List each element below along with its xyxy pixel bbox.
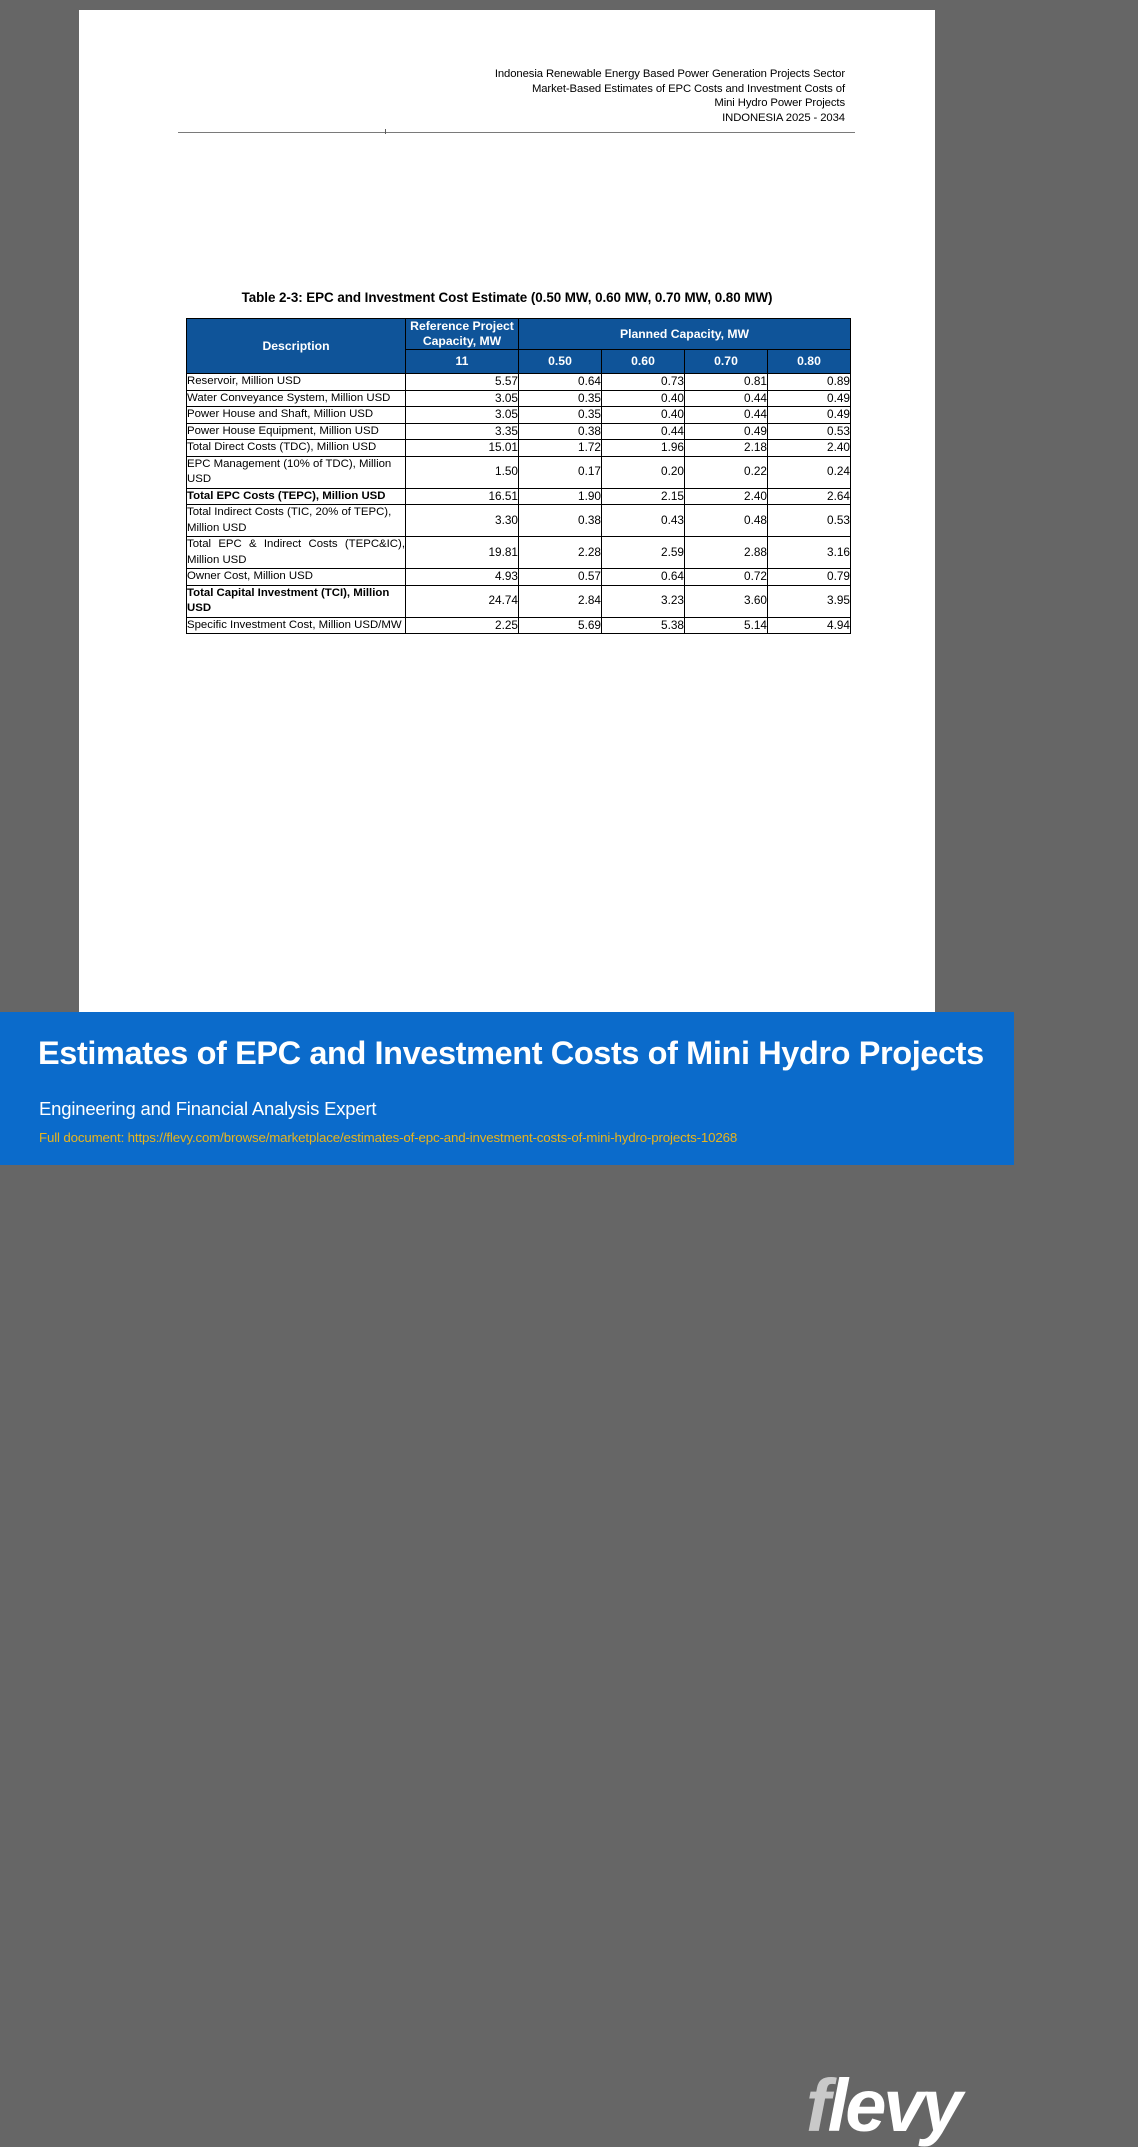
cell-reference-value: 15.01 [406, 440, 519, 457]
flevy-logo-levy: levy [827, 2064, 960, 2147]
cell-planned-value: 2.28 [519, 537, 602, 569]
cell-reference-value: 1.50 [406, 456, 519, 488]
table-body [187, 374, 851, 634]
table-row [187, 374, 851, 391]
row-label: Total Direct Costs (TDC), Million USD [187, 440, 406, 457]
row-label: Water Conveyance System, Million USD [187, 390, 406, 407]
header-planned-050: 0.50 [519, 350, 602, 374]
cell-reference-value: 2.25 [406, 617, 519, 634]
table-row [187, 585, 851, 617]
row-label: Total EPC & Indirect Costs (TEPC&IC), Million USD [187, 537, 406, 569]
header-reference-value: 11 [406, 350, 519, 374]
header-description: Description [187, 319, 406, 374]
cell-reference-value: 5.57 [406, 374, 519, 391]
table-row [187, 617, 851, 634]
cell-planned-value: 2.18 [685, 440, 768, 457]
cell-planned-value: 0.48 [685, 505, 768, 537]
table-row [187, 488, 851, 505]
running-header [179, 67, 845, 125]
row-label: Owner Cost, Million USD [187, 569, 406, 586]
header-planned-070: 0.70 [685, 350, 768, 374]
cell-planned-value: 1.72 [519, 440, 602, 457]
cell-planned-value: 1.90 [519, 488, 602, 505]
row-label: Reservoir, Million USD [187, 374, 406, 391]
cell-planned-value: 0.53 [768, 505, 851, 537]
table-row [187, 569, 851, 586]
row-label: EPC Management (10% of TDC), Million USD [187, 456, 406, 488]
cell-planned-value: 2.84 [519, 585, 602, 617]
header-rule-tab-tick [385, 129, 386, 134]
cell-planned-value: 5.38 [602, 617, 685, 634]
cell-planned-value: 0.35 [519, 407, 602, 424]
cell-planned-value: 4.94 [768, 617, 851, 634]
header-planned-060: 0.60 [602, 350, 685, 374]
header-planned-080: 0.80 [768, 350, 851, 374]
cell-planned-value: 1.96 [602, 440, 685, 457]
cell-reference-value: 3.35 [406, 423, 519, 440]
cell-planned-value: 0.44 [685, 390, 768, 407]
row-label: Power House and Shaft, Million USD [187, 407, 406, 424]
cell-planned-value: 0.35 [519, 390, 602, 407]
flevy-logo-f: f [806, 2064, 828, 2147]
epc-investment-cost-table [186, 318, 851, 634]
header-planned-capacity: Planned Capacity, MW [519, 319, 851, 350]
cell-planned-value: 3.95 [768, 585, 851, 617]
table-header-row-1 [187, 319, 851, 350]
table-row [187, 440, 851, 457]
document-page [79, 10, 935, 1012]
cell-planned-value: 0.24 [768, 456, 851, 488]
running-header-line-2: Market-Based Estimates of EPC Costs and Investment Costs of [531, 82, 845, 95]
header-reference-capacity: Reference Project Capacity, MW [406, 319, 519, 350]
cell-planned-value: 2.88 [685, 537, 768, 569]
cell-planned-value: 3.23 [602, 585, 685, 617]
flevy-logo [806, 2064, 960, 2147]
cell-reference-value: 16.51 [406, 488, 519, 505]
cell-reference-value: 4.93 [406, 569, 519, 586]
cell-planned-value: 0.64 [519, 374, 602, 391]
cell-planned-value: 0.44 [602, 423, 685, 440]
row-label: Specific Investment Cost, Million USD/MW [187, 617, 406, 634]
cell-reference-value: 3.05 [406, 390, 519, 407]
cell-planned-value: 0.49 [768, 407, 851, 424]
cell-planned-value: 2.59 [602, 537, 685, 569]
cell-planned-value: 0.40 [602, 407, 685, 424]
table-row [187, 407, 851, 424]
cell-planned-value: 2.40 [685, 488, 768, 505]
promo-title: Estimates of EPC and Investment Costs of Mini Hydro Projects [38, 1035, 984, 1071]
cell-planned-value: 0.20 [602, 456, 685, 488]
cell-reference-value: 19.81 [406, 537, 519, 569]
cell-planned-value: 2.15 [602, 488, 685, 505]
table-head [187, 319, 851, 374]
cell-planned-value: 0.53 [768, 423, 851, 440]
cell-planned-value: 2.40 [768, 440, 851, 457]
row-label: Power House Equipment, Million USD [187, 423, 406, 440]
table-row [187, 423, 851, 440]
cell-planned-value: 0.38 [519, 505, 602, 537]
running-header-line-4: INDONESIA 2025 - 2034 [722, 111, 845, 124]
cell-planned-value: 2.64 [768, 488, 851, 505]
table-row [187, 456, 851, 488]
cell-planned-value: 0.73 [602, 374, 685, 391]
cell-planned-value: 3.16 [768, 537, 851, 569]
cell-planned-value: 0.49 [768, 390, 851, 407]
cell-planned-value: 0.40 [602, 390, 685, 407]
header-divider-rule [178, 132, 855, 133]
cell-reference-value: 24.74 [406, 585, 519, 617]
running-header-line-3: Mini Hydro Power Projects [714, 97, 845, 110]
cell-planned-value: 0.57 [519, 569, 602, 586]
cell-planned-value: 0.89 [768, 374, 851, 391]
row-label: Total EPC Costs (TEPC), Million USD [187, 488, 406, 505]
cell-planned-value: 5.69 [519, 617, 602, 634]
cell-planned-value: 0.81 [685, 374, 768, 391]
row-label: Total Capital Investment (TCI), Million USD [187, 585, 406, 617]
promo-subtitle: Engineering and Financial Analysis Expert [39, 1098, 377, 1119]
table-row [187, 505, 851, 537]
cost-table-container [186, 318, 850, 634]
cell-planned-value: 0.72 [685, 569, 768, 586]
table-row [187, 537, 851, 569]
cell-planned-value: 5.14 [685, 617, 768, 634]
cell-planned-value: 0.49 [685, 423, 768, 440]
table-caption: Table 2-3: EPC and Investment Cost Estimate (0.50 MW, 0.60 MW, 0.70 MW, 0.80 MW) [241, 290, 773, 305]
cell-planned-value: 0.79 [768, 569, 851, 586]
cell-planned-value: 3.60 [685, 585, 768, 617]
running-header-line-1: Indonesia Renewable Energy Based Power Generation Projects Sector [494, 68, 845, 80]
cell-planned-value: 0.17 [519, 456, 602, 488]
promo-url-link[interactable]: Full document: https://flevy.com/browse/marketplace/estimates-of-epc-and-investment-costs-of-mini-hydro-projects-10268 [39, 1130, 738, 1145]
cell-reference-value: 3.05 [406, 407, 519, 424]
cell-planned-value: 0.44 [685, 407, 768, 424]
table-row [187, 390, 851, 407]
row-label: Total Indirect Costs (TIC, 20% of TEPC), Million USD [187, 505, 406, 537]
cell-planned-value: 0.22 [685, 456, 768, 488]
cell-planned-value: 0.43 [602, 505, 685, 537]
cell-planned-value: 0.64 [602, 569, 685, 586]
cell-planned-value: 0.38 [519, 423, 602, 440]
cell-reference-value: 3.30 [406, 505, 519, 537]
